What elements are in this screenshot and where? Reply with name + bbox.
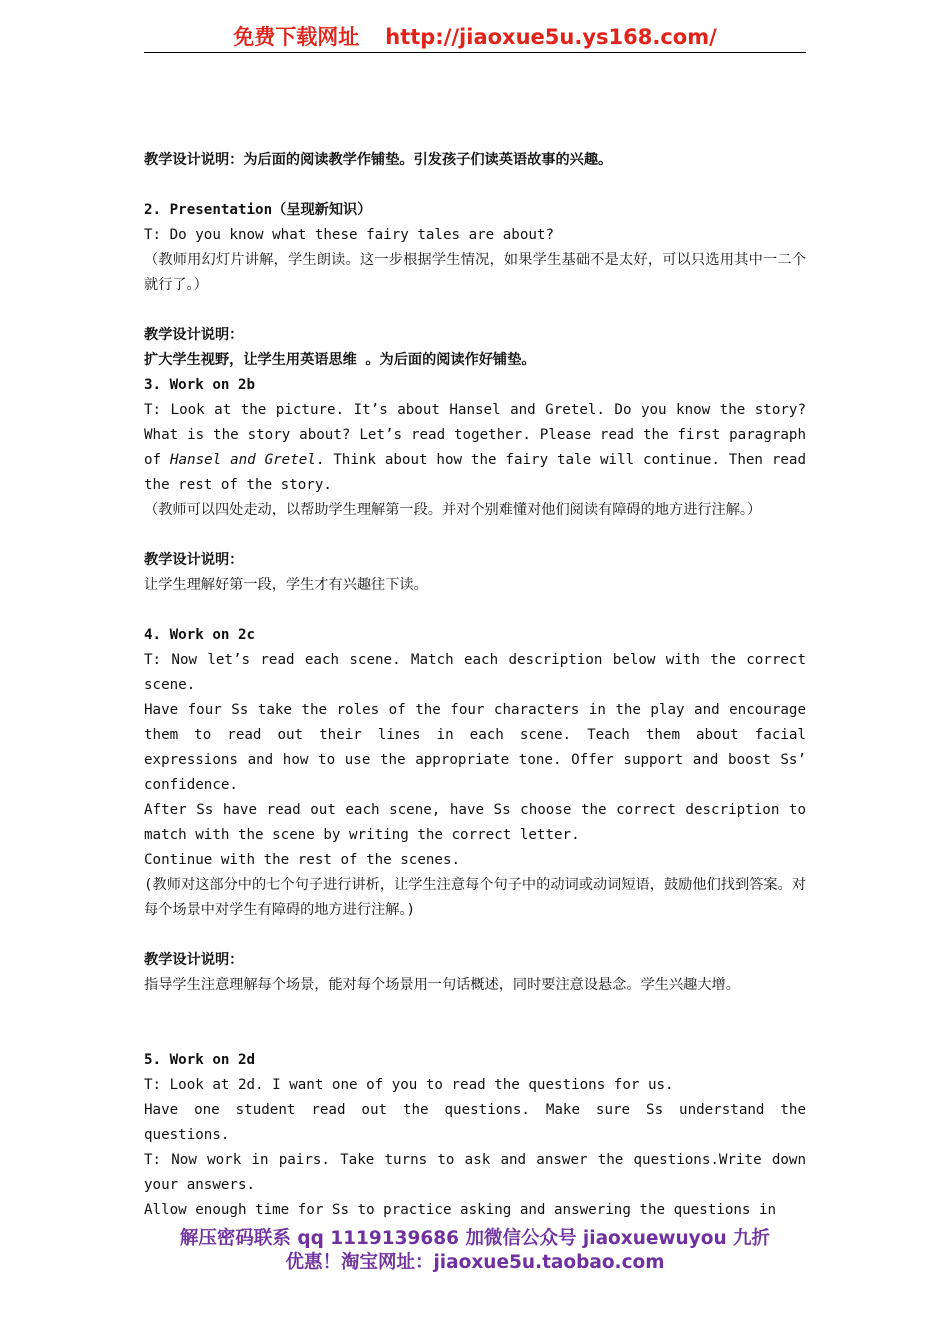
footer-line-2: 优惠！淘宝网址：jiaoxue5u.taobao.com <box>285 1252 665 1273</box>
section-5-teacher-line-1: T: Look at 2d. I want one of you to read the questions for us. <box>144 1077 674 1093</box>
design-note-4-label: 教学设计说明： <box>144 952 244 968</box>
design-note-2-text: 扩大学生视野，让学生用英语思维 。为后面的阅读作好铺垫。 <box>144 352 536 368</box>
section-3-text-b: . Think about how the fairy tale will continue. Then read the rest of the story. <box>144 452 806 493</box>
header-url-link[interactable]: http://jiaoxue5u.ys168.com/ <box>385 25 717 49</box>
section-5-title: 5. Work on 2d <box>144 1052 256 1068</box>
page-footer <box>0 1227 950 1275</box>
section-4-paragraph-2: After Ss have read out each scene, have Ss choose the correct description to match with the scene by writing the correct letter. <box>144 802 806 843</box>
section-4-note: (教师对这部分中的七个句子进行讲析，让学生注意每个句子中的动词或动词短语，鼓励他们找到答案。对每个场景中对学生有障碍的地方进行注解。) <box>144 877 806 918</box>
section-4-title: 4. Work on 2c <box>144 627 256 643</box>
section-2-note: （教师用幻灯片讲解，学生朗读。这一步根据学生情况，如果学生基础不是太好，可以只选用其中一二个就行了。） <box>144 252 806 293</box>
section-2-title: 2. Presentation（呈现新知识） <box>144 202 372 218</box>
design-note-3-text: 让学生理解好第一段，学生才有兴趣往下读。 <box>144 577 428 593</box>
section-3-note: （教师可以四处走动，以帮助学生理解第一段。并对个别难懂对他们阅读有障碍的地方进行注解。） <box>144 502 762 518</box>
section-5-paragraph-1: Have one student read out the questions. Make sure Ss understand the questions. <box>144 1102 806 1143</box>
design-note-4-text: 指导学生注意理解每个场景，能对每个场景用一句话概述，同时要注意设悬念。学生兴趣大增。 <box>144 977 740 993</box>
section-3-title: 3. Work on 2b <box>144 377 256 393</box>
design-note-2-label: 教学设计说明： <box>144 327 244 343</box>
section-5-teacher-line-2: T: Now work in pairs. Take turns to ask and answer the questions.Write down your answers. <box>144 1152 806 1193</box>
design-note-3-label: 教学设计说明： <box>144 552 244 568</box>
section-5-paragraph-2: Allow enough time for Ss to practice asking and answering the questions in <box>144 1202 777 1218</box>
section-3-teacher-paragraph <box>144 398 806 498</box>
footer-line-1: 解压密码联系 qq 1119139686 加微信公众号 jiaoxuewuyou 九折 <box>179 1228 771 1249</box>
section-3-text-a: T: Look at the picture. It’s about Hansel and Gretel. Do you know the story? What is the story about? Let’s read together. Please read the first paragraph of <box>144 402 806 468</box>
page-header <box>144 22 806 53</box>
header-label: 免费下载网址 <box>233 25 360 49</box>
story-title: Hansel and Gretel <box>169 452 316 468</box>
section-2-teacher-line: T: Do you know what these fairy tales are about? <box>144 227 554 243</box>
section-4-paragraph-3: Continue with the rest of the scenes. <box>144 852 461 868</box>
design-note-1: 教学设计说明：为后面的阅读教学作铺垫。引发孩子们读英语故事的兴趣。 <box>144 152 613 168</box>
section-4-teacher-line: T: Now let’s read each scene. Match each description below with the correct scene. <box>144 652 806 693</box>
section-4-paragraph-1: Have four Ss take the roles of the four characters in the play and encourage them to read out their lines in each scene. Teach them about facial expressions and how to use the appropriate tone. Offer support and boost Ss’ confidence. <box>144 702 806 793</box>
document-body <box>144 148 806 1223</box>
